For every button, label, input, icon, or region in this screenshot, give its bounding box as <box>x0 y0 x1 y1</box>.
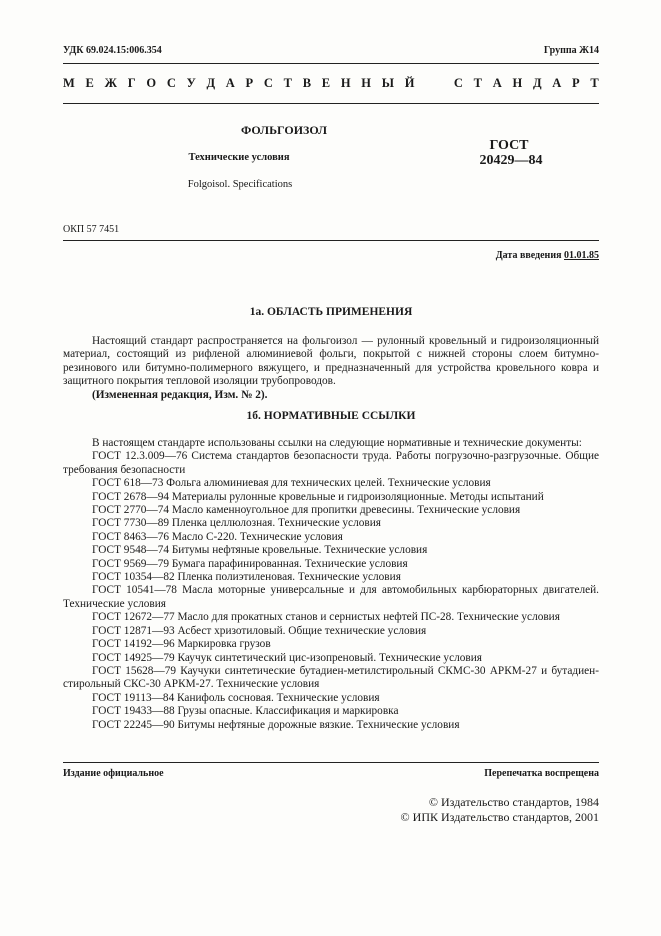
group-code: Группа Ж14 <box>543 45 599 56</box>
banner-letter: Е <box>85 76 94 90</box>
reference-item: ГОСТ 9569—79 Бумага парафинированная. Технические условия <box>92 557 408 570</box>
banner-letter: Т <box>473 76 483 90</box>
header-rule <box>63 63 599 64</box>
reference-item: ГОСТ 22245—90 Битумы нефтяные дорожные вязкие. Технические условия <box>92 718 460 731</box>
section-1b-heading: 1б. НОРМАТИВНЫЕ ССЫЛКИ <box>246 410 416 422</box>
document-subtitle: Технические условия <box>188 152 290 163</box>
banner-letter: А <box>225 76 235 90</box>
udk-code: УДК 69.024.15:006.354 <box>63 45 162 56</box>
section-1a-heading: 1а. ОБЛАСТЬ ПРИМЕНЕНИЯ <box>249 306 413 318</box>
banner-letter: Д <box>206 76 216 90</box>
banner-letter: Ы <box>381 76 395 90</box>
banner-letter: Г <box>127 76 136 90</box>
banner-letter: С <box>263 76 273 90</box>
reference-item: ГОСТ 10354—82 Пленка полиэтиленовая. Технические условия <box>92 571 401 584</box>
banner-letter: А <box>492 76 502 90</box>
reference-item: ГОСТ 2678—94 Материалы рулонные кровельные и гидроизоляционные. Методы испытаний <box>92 490 544 503</box>
reference-item: ГОСТ 14925—79 Каучук синтетический цис-изопреновый. Технические условия <box>92 651 482 664</box>
banner-letter: О <box>146 76 157 90</box>
banner-letter: Р <box>572 76 580 90</box>
reference-item: ГОСТ 12672—77 Масло для прокатных станов и сернистых нефтей ПС-28. Технические условия <box>92 611 560 624</box>
banner-letter: В <box>302 76 312 90</box>
banner-letter: Р <box>245 76 254 90</box>
banner-letter: Н <box>361 76 372 90</box>
reference-item: ГОСТ 19433—88 Грузы опасные. Классификация и маркировка <box>92 705 399 718</box>
section-1a-paragraph: Настоящий стандарт распространяется на фольгоизол — рулонный кровельный и гидроизоляционный материал, состоящий из рифленой алюминиевой фольги, покрытой с нижней стороны слоем битумно-резинового или битумно-полимерного вяжущего, и предназначенный для устройства кровельного ковра и защитного покрытия тепловой изоляции трубопроводов. <box>63 335 599 388</box>
english-title: Folgoisol. Specifications <box>187 179 293 190</box>
banner-letter: Д <box>532 76 542 90</box>
banner-letter: Е <box>321 76 331 90</box>
intro-date-label: Дата введения <box>495 250 562 261</box>
reference-item: ГОСТ 9548—74 Битумы нефтяные кровельные. Технические условия <box>92 544 428 557</box>
reference-item: ГОСТ 15628—79 Каучуки синтетические бутадиен-метилстирольный СКМС-30 АРКМ-27 и бутадиен-стирольный СКС-30 АРКМ-27. Технические условия <box>63 664 599 691</box>
copyright-1984: © Издательство стандартов, 1984 <box>428 795 599 809</box>
reference-item: ГОСТ 2770—74 Масло каменноугольное для пропитки древесины. Технические условия <box>92 504 521 517</box>
banner-letter: С <box>453 76 463 90</box>
banner-letter: С <box>166 76 176 90</box>
reference-item: ГОСТ 8463—76 Масло С-220. Технические условия <box>92 530 343 543</box>
banner-letter: Т <box>590 76 599 90</box>
document-title: ФОЛЬГОИЗОЛ <box>240 123 328 137</box>
banner-letter: Н <box>512 76 523 90</box>
okp-code: ОКП 57 7451 <box>63 224 120 235</box>
banner-letter: Н <box>340 76 351 90</box>
banner-letter: М <box>63 76 75 90</box>
banner-rule <box>63 103 599 104</box>
banner-letter: У <box>186 76 196 90</box>
banner-letter: А <box>552 76 562 90</box>
intro-date <box>496 250 599 261</box>
references-intro: В настоящем стандарте использованы ссылки на следующие нормативные и технические документы: <box>92 437 582 449</box>
gost-label: ГОСТ <box>489 138 529 153</box>
intro-date-value: 01.01.85 <box>564 250 599 261</box>
references-list <box>63 437 599 732</box>
reference-item: ГОСТ 12871—93 Асбест хризотиловый. Общие технические условия <box>92 624 427 637</box>
reference-item: ГОСТ 618—73 Фольга алюминиевая для технических целей. Технические условия <box>92 477 491 490</box>
reprint-notice: Перепечатка воспрещена <box>484 768 599 779</box>
banner-letter: Й <box>404 76 415 90</box>
reference-item: ГОСТ 19113—84 Канифоль сосновая. Технические условия <box>92 691 380 704</box>
reference-item: ГОСТ 14192—96 Маркировка грузов <box>92 638 271 651</box>
reference-item: ГОСТ 7730—89 Пленка целлюлозная. Технические условия <box>92 517 381 530</box>
section-1a-body <box>63 335 599 402</box>
gost-number: 20429—84 <box>479 153 543 168</box>
okp-rule <box>63 240 599 241</box>
footer-rule <box>63 762 599 763</box>
interstate-standard-banner <box>63 76 599 91</box>
banner-letter: Т <box>283 76 292 90</box>
reference-item: ГОСТ 10541—78 Масла моторные универсальные и для автомобильных карбюраторных двигателей. Технические условия <box>63 584 599 610</box>
reference-item: ГОСТ 12.3.009—76 Система стандартов безопасности труда. Работы погрузочно-разгрузочные. Общие требования безопасности <box>63 450 599 476</box>
official-edition: Издание официальное <box>63 768 164 779</box>
banner-letter: Ж <box>104 76 117 90</box>
amendment-note: (Измененная редакция, Изм. № 2). <box>92 388 268 401</box>
copyright-2001: © ИПК Издательство стандартов, 2001 <box>400 810 599 824</box>
